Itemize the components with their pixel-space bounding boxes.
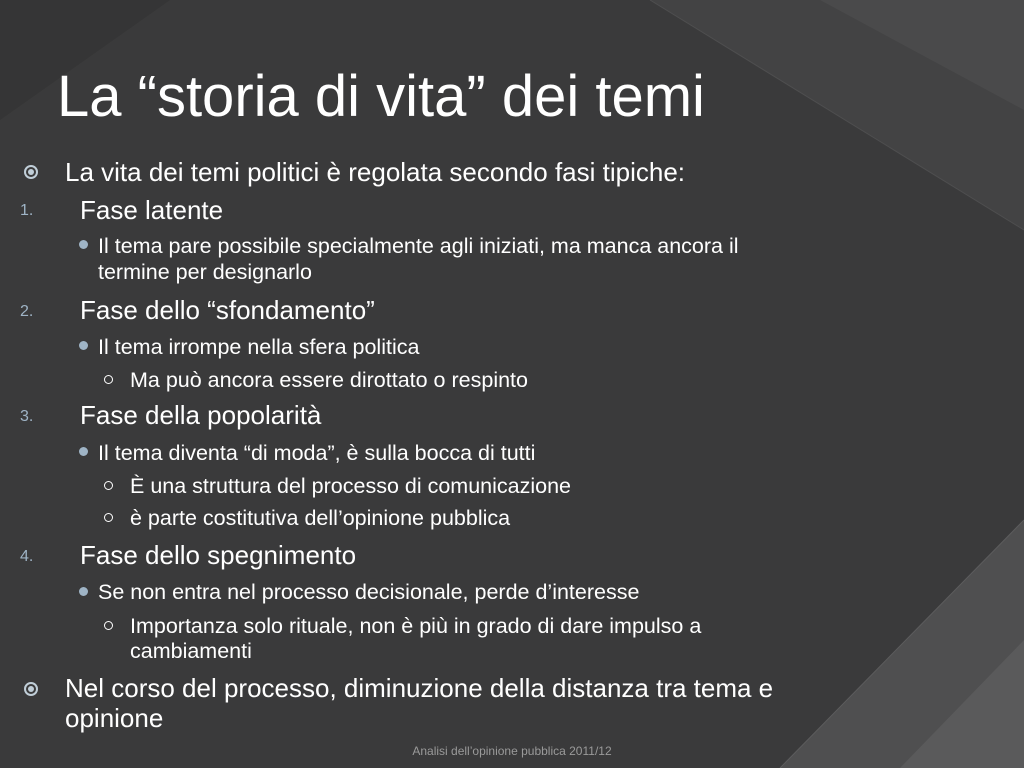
disc-bullet-icon	[79, 341, 88, 350]
bullet-text: Ma può ancora essere dirottato o respinto	[130, 368, 528, 392]
circle-bullet-icon	[104, 513, 113, 522]
bullet-text-line: cambiamenti	[130, 639, 252, 663]
bullet-text: Se non entra nel processo decisionale, perde d’interesse	[98, 580, 640, 604]
phase-heading: Fase dello “sfondamento”	[80, 295, 375, 325]
bullet-text-line: opinione	[65, 703, 164, 733]
circle-bullet-icon	[104, 621, 113, 630]
disc-bullet-icon	[79, 240, 88, 249]
target-bullet-icon	[24, 165, 38, 179]
target-bullet-icon	[24, 682, 38, 696]
bullet-text: La vita dei temi politici è regolata secondo fasi tipiche:	[65, 157, 686, 187]
bullet-text-line: Nel corso del processo, diminuzione della distanza tra tema e	[65, 673, 774, 703]
slide-footer: Analisi dell’opinione pubblica 2011/12	[412, 744, 612, 758]
phase-heading: Fase dello spegnimento	[80, 540, 357, 570]
disc-bullet-icon	[79, 447, 88, 456]
bullet-text: Il tema diventa “di moda”, è sulla bocca di tutti	[98, 441, 536, 465]
slide-title: La “storia di vita” dei temi	[57, 64, 705, 129]
list-number: 2.	[20, 303, 34, 320]
phase-heading: Fase della popolarità	[80, 400, 322, 430]
list-number: 1.	[20, 202, 34, 219]
circle-bullet-icon	[104, 375, 113, 384]
bullet-text: Il tema irrompe nella sfera politica	[98, 335, 420, 359]
list-number: 4.	[20, 548, 34, 565]
disc-bullet-icon	[79, 587, 88, 596]
bullet-text-line: Il tema pare possibile specialmente agli iniziati, ma manca ancora il	[98, 234, 739, 258]
bullet-text-line: termine per designarlo	[98, 260, 312, 284]
phase-heading: Fase latente	[80, 195, 224, 225]
bullet-text: È una struttura del processo di comunicazione	[130, 474, 571, 498]
list-number: 3.	[20, 408, 34, 425]
bullet-text: è parte costitutiva dell’opinione pubblica	[130, 506, 511, 530]
circle-bullet-icon	[104, 481, 113, 490]
bullet-text-line: Importanza solo rituale, non è più in grado di dare impulso a	[130, 614, 702, 638]
